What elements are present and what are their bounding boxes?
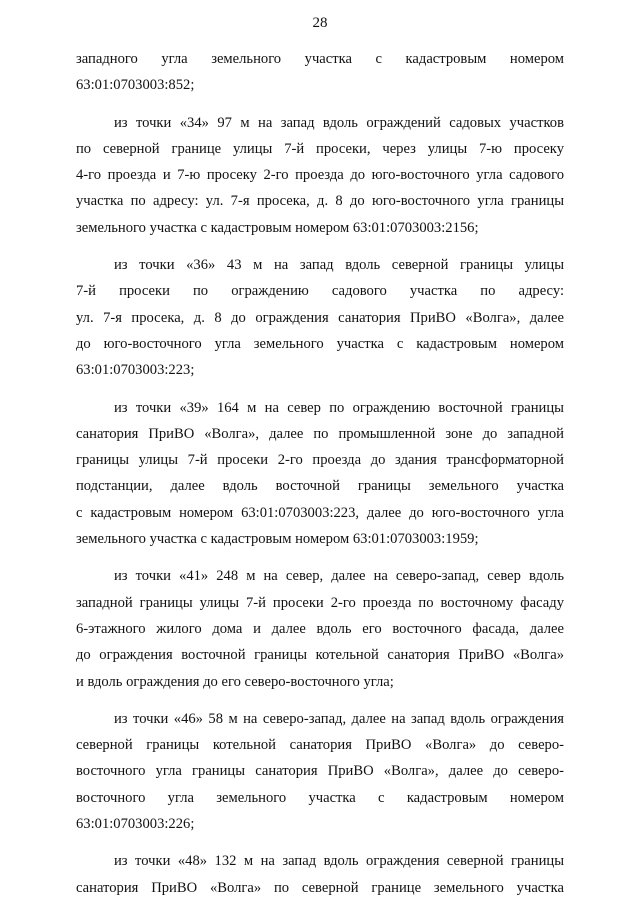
text-line: 63:01:0703003:852;: [76, 77, 195, 94]
paragraph-point-46: [76, 706, 564, 837]
paragraph-point-48: [76, 848, 564, 901]
text-line: санатория ПриВО «Волга», далее по промышленной зоне до западной: [76, 425, 564, 442]
paragraph-continuation: [76, 46, 564, 99]
text-line: 7-й просеки по ограждению садового участка по адресу:: [76, 283, 564, 300]
text-line: земельного участка с кадастровым номером 63:01:0703003:1959;: [76, 531, 479, 548]
text-line: из точки «41» 248 м на север, далее на северо-запад, север вдоль: [114, 568, 564, 585]
text-line: земельного участка с кадастровым номером 63:01:0703003:2156;: [76, 219, 479, 236]
text-line: восточного угла земельного участка с кадастровым номером: [76, 789, 564, 806]
text-line: восточного угла границы санатория ПриВО «Волга», далее до северо-: [76, 763, 564, 780]
text-line: 63:01:0703003:223;: [76, 362, 195, 379]
paragraph-point-41: [76, 563, 564, 694]
text-line: по северной границе улицы 7-й просеки, через улицы 7-ю просеку: [76, 140, 564, 157]
text-line: из точки «46» 58 м на северо-запад, далее на запад вдоль ограждения: [114, 710, 564, 727]
text-line: санатория ПриВО «Волга» по северной границе земельного участка: [76, 879, 564, 896]
text-line: участка по адресу: ул. 7-я просека, д. 8 до юго-восточного угла границы: [76, 193, 564, 210]
text-line: из точки «48» 132 м на запад вдоль ограждения северной границы: [114, 853, 564, 870]
text-line: и вдоль ограждения до его северо-восточного угла;: [76, 673, 394, 690]
text-line: северной границы котельной санатория ПриВО «Волга» до северо-: [76, 737, 564, 754]
paragraph-point-39: [76, 395, 564, 553]
text-line: 4-го проезда и 7-ю просеку 2-го проезда до юго-восточного угла садового: [76, 167, 564, 184]
text-line: ул. 7-я просека, д. 8 до ограждения санатория ПриВО «Волга», далее: [76, 309, 564, 326]
text-line: из точки «36» 43 м на запад вдоль северной границы улицы: [114, 257, 564, 274]
document-body: [76, 46, 564, 912]
text-line: до ограждения восточной границы котельной санатория ПриВО «Волга»: [76, 647, 564, 664]
text-line: из точки «34» 97 м на запад вдоль ограждений садовых участков: [114, 114, 564, 131]
text-line: западного угла земельного участка с кадастровым номером: [76, 51, 564, 67]
text-line: 6-этажного жилого дома и далее вдоль его восточного фасада, далее: [76, 620, 564, 637]
text-line: с кадастровым номером 63:01:0703003:223, далее до юго-восточного угла: [76, 504, 564, 521]
text-line: подстанции, далее вдоль восточной границы земельного участка: [76, 478, 564, 495]
text-line: до юго-восточного угла земельного участка с кадастровым номером: [76, 335, 564, 352]
page-number: 28: [312, 15, 328, 31]
paragraph-point-34: [76, 110, 564, 241]
paragraph-point-36: [76, 252, 564, 383]
text-line: 63:01:0703003:226;: [76, 816, 195, 833]
text-line: из точки «39» 164 м на север по ограждению восточной границы: [114, 399, 564, 416]
text-line: западной границы улицы 7-й просеки 2-го проезда по восточному фасаду: [76, 594, 564, 611]
text-line: границы улицы 7-й просеки 2-го проезда до здания трансформаторной: [76, 452, 564, 469]
